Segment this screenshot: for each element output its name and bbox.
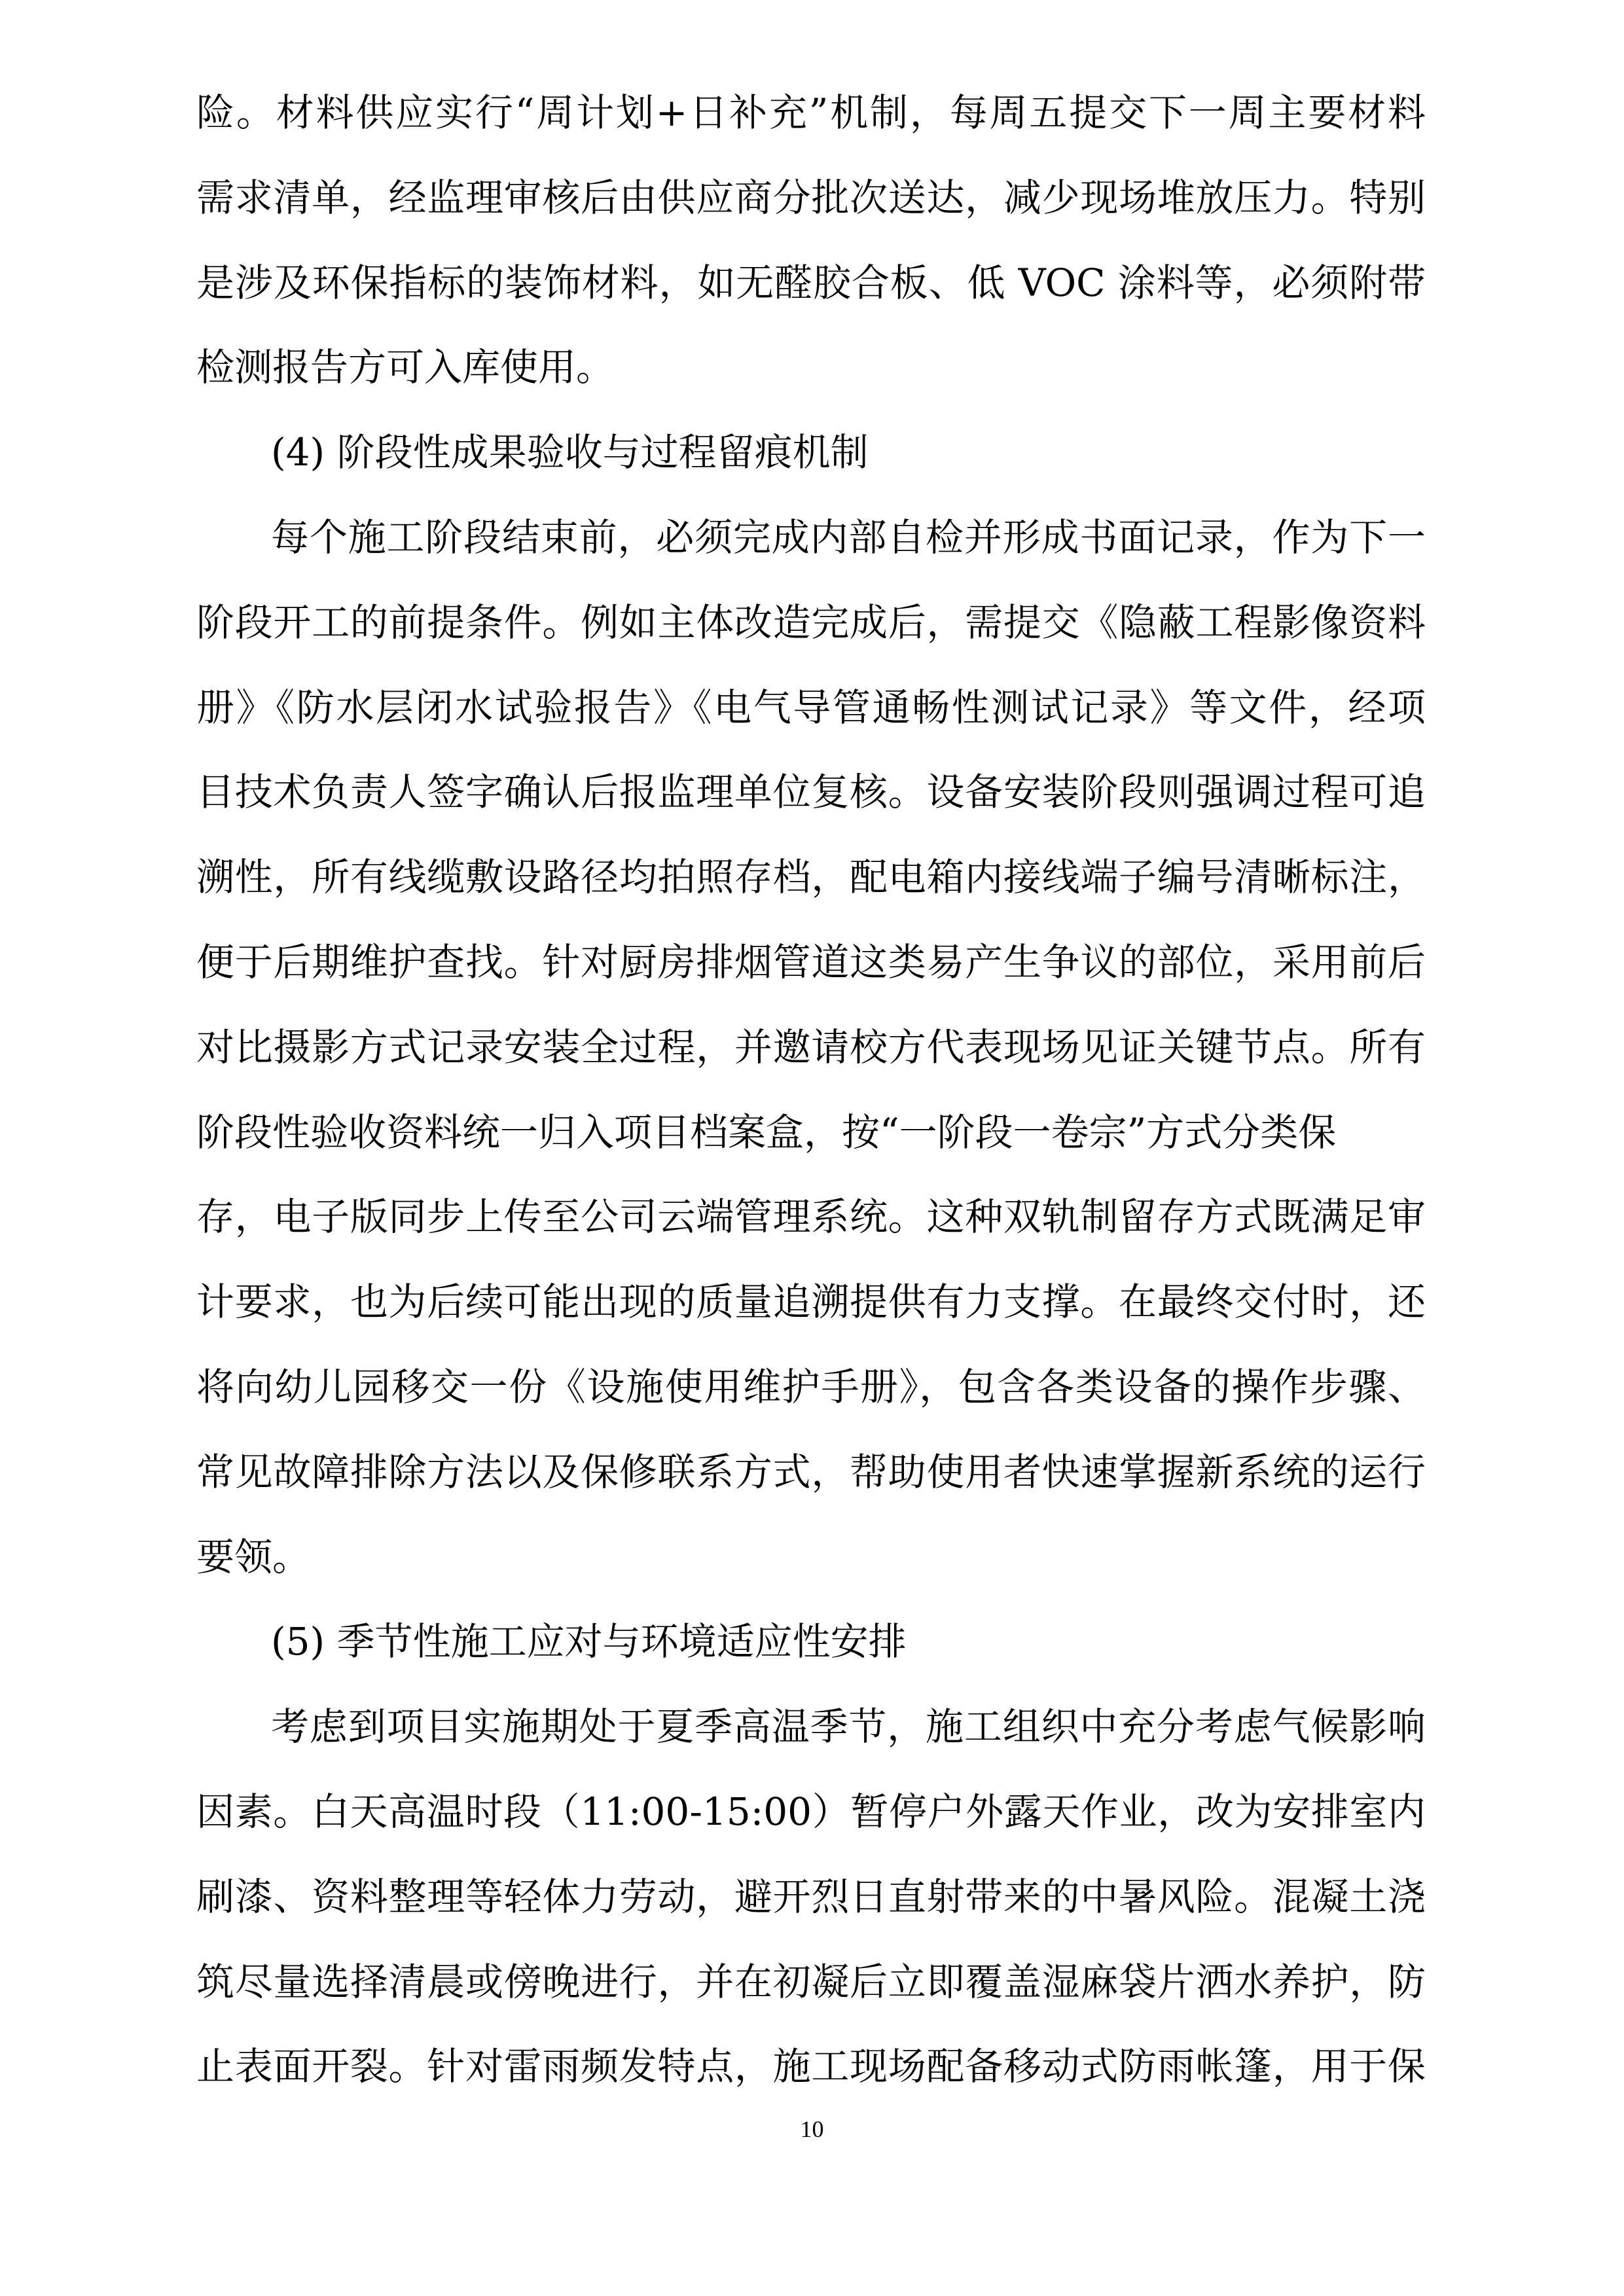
text-line: 止表面开裂。针对雷雨频发特点，施工现场配备移动式防雨帐篷，用于保 (196, 2044, 1426, 2089)
text-line: 要领。 (196, 1534, 311, 1579)
text-line: 阶段开工的前提条件。例如主体改造完成后，需提交《隐蔽工程影像资料 (196, 600, 1426, 645)
text-line: 便于后期维护查找。针对厨房排烟管道这类易产生争议的部位，采用前后 (196, 940, 1426, 984)
text-line: 对比摄影方式记录安装全过程，并邀请校方代表现场见证关键节点。所有 (196, 1024, 1426, 1069)
text-line: 筑尽量选择清晨或傍晚进行，并在初凝后立即覆盖湿麻袋片洒水养护，防 (196, 1959, 1426, 2004)
text-line: 存，电子版同步上传至公司云端管理系统。这种双轨制留存方式既满足审 (196, 1194, 1426, 1240)
text-line: 因素。白天高温时段（11:00-15:00）暂停户外露天作业，改为安排室内 (196, 1789, 1426, 1834)
text-line: 常见故障排除方法以及保修联系方式，帮助使用者快速掌握新系统的运行 (196, 1449, 1426, 1494)
text-line: 需求清单，经监理审核后由供应商分批次送达，减少现场堆放压力。特别 (196, 175, 1426, 220)
text-line: 目技术负责人签字确认后报监理单位复核。设备安装阶段则强调过程可追 (196, 770, 1426, 815)
text-line: 册》《防水层闭水试验报告》《电气导管通畅性测试记录》等文件，经项 (196, 685, 1426, 730)
text-line: 溯性，所有线缆敷设路径均拍照存档，配电箱内接线端子编号清晰标注， (196, 855, 1426, 900)
text-line: 考虑到项目实施期处于夏季高温季节，施工组织中充分考虑气候影响 (271, 1704, 1426, 1749)
text-line: 阶段性验收资料统一归入项目档案盒，按“一阶段一卷宗”方式分类保 (196, 1109, 1337, 1155)
text-line: 是涉及环保指标的装饰材料，如无醛胶合板、低 VOC 涂料等，必须附带 (196, 260, 1426, 305)
text-line: (5) 季节性施工应对与环境适应性安排 (271, 1619, 907, 1664)
text-line: 检测报告方可入库使用。 (196, 345, 615, 390)
page-number: 10 (800, 2116, 824, 2142)
text-line: 险。材料供应实行“周计划+日补充”机制，每周五提交下一周主要材料 (196, 90, 1426, 135)
text-line: (4) 阶段性成果验收与过程留痕机制 (271, 430, 869, 475)
text-line: 刷漆、资料整理等轻体力劳动，避开烈日直射带来的中暑风险。混凝土浇 (196, 1874, 1426, 1919)
text-line: 每个施工阶段结束前，必须完成内部自检并形成书面记录，作为下一 (271, 515, 1426, 560)
text-line: 计要求，也为后续可能出现的质量追溯提供有力支撑。在最终交付时，还 (196, 1280, 1426, 1325)
text-line: 将向幼儿园移交一份《设施使用维护手册》，包含各类设备的操作步骤、 (196, 1365, 1426, 1409)
